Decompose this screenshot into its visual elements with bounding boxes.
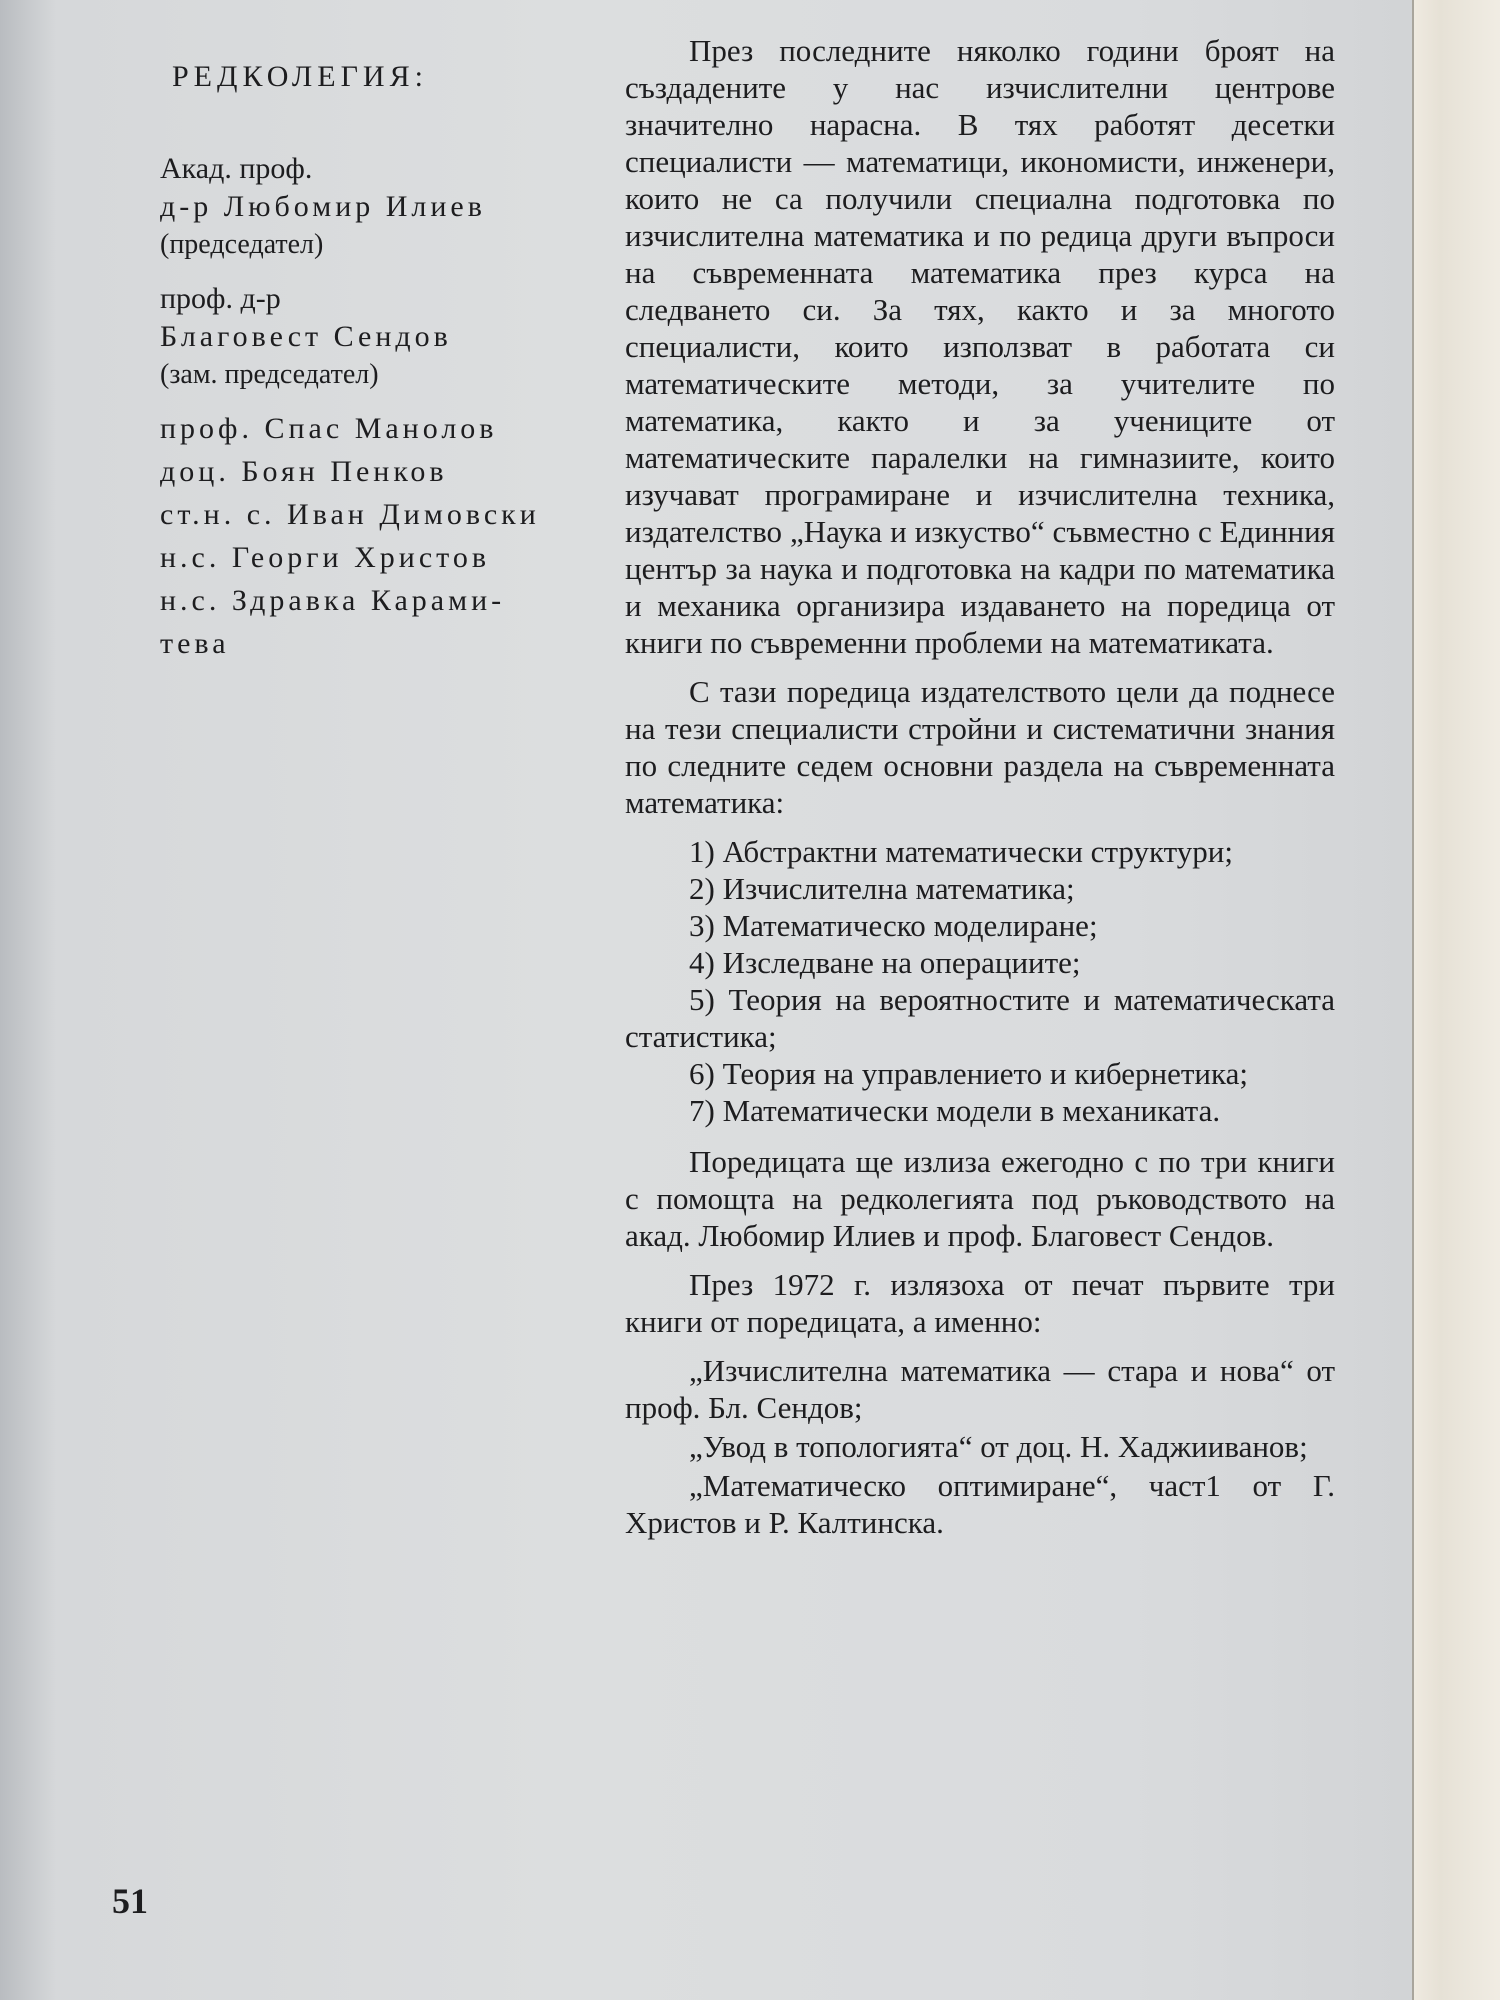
board-chair — [160, 150, 620, 264]
board-heading: РЕДКОЛЕГИЯ: — [172, 60, 428, 93]
goal-paragraph: С тази поредица издателството цели да поднесе на тези специалисти стройни и систематични знания по следните седем основни раздела на съвременната математика: — [625, 674, 1335, 820]
board-member: н.с. Здравка Карами- — [160, 584, 506, 617]
books-list — [625, 1352, 1335, 1541]
section-item: 5) Теория на вероятностите и математическата статистика; — [625, 982, 1335, 1054]
section-item: 4) Изследване на операциите; — [689, 945, 1081, 980]
schedule-paragraph: Поредицата ще излиза ежегодно с по три книги с помощта на редколегията под ръководството на акад. Любомир Илиев и проф. Благовест Сендов. — [625, 1144, 1335, 1253]
vice-chair-role: (зам. председател) — [160, 359, 379, 390]
chair-role: (председател) — [160, 229, 324, 260]
board-member: ст.н. с. Иван Димовски — [160, 498, 540, 531]
section-item: 1) Абстрактни математически структури; — [689, 834, 1233, 869]
sections-list — [625, 833, 1335, 1129]
chair-name: д-р Любомир Илиев — [160, 190, 486, 223]
vice-chair-title: проф. д-р — [160, 282, 281, 315]
editorial-board — [160, 60, 620, 668]
board-members — [160, 410, 620, 663]
board-member: доц. Боян Пенков — [160, 455, 448, 488]
book-item: „Математическо оптимиране“, част1 от Г. Христов и Р. Калтинска. — [625, 1468, 1335, 1540]
section-item: 3) Математическо моделиране; — [689, 908, 1098, 943]
section-item: 6) Теория на управлението и кибернетика; — [689, 1056, 1248, 1091]
board-member: н.с. Георги Христов — [160, 541, 491, 574]
board-vice-chair — [160, 280, 620, 394]
section-item: 7) Математически модели в механиката. — [689, 1093, 1221, 1128]
book-item: „Изчислителна математика — стара и нова“ от проф. Бл. Сендов; — [625, 1353, 1335, 1425]
board-member: проф. Спас Манолов — [160, 412, 498, 445]
page-edge — [1412, 0, 1500, 2000]
board-member: тева — [160, 627, 230, 660]
series-description — [625, 32, 1335, 1543]
page-number: 51 — [112, 1881, 148, 1921]
section-item: 2) Изчислителна математика; — [689, 871, 1075, 906]
chair-title: Акад. проф. — [160, 152, 313, 185]
book-item: „Увод в топологията“ от доц. Н. Хаджииванов; — [689, 1429, 1308, 1464]
vice-chair-name: Благовест Сендов — [160, 320, 452, 353]
published-paragraph: През 1972 г. излязоха от печат първите три книги от поредицата, а именно: — [625, 1267, 1335, 1339]
intro-paragraph: През последните няколко години броят на създадените у нас изчислителни центрове значително нарасна. В тях работят десетки специалисти — математици, икономисти, инженери, които не са получили специална подготовка по изчислителна математика и по редица други въпроси на съвременната математика през курса на следването си. За тях, както и за многото специалисти, които използват в работата си математическите методи, за учителите по математика, както и за учениците от математическите паралелки на гимназиите, които изучават програмиране и изчислителна техника, издателство „Наука и изкуство“ съвместно с Единния център за наука и подготовка на кадри по математика и механика организира издаването на поредица от книги по съвременни проблеми на математиката. — [625, 33, 1335, 660]
